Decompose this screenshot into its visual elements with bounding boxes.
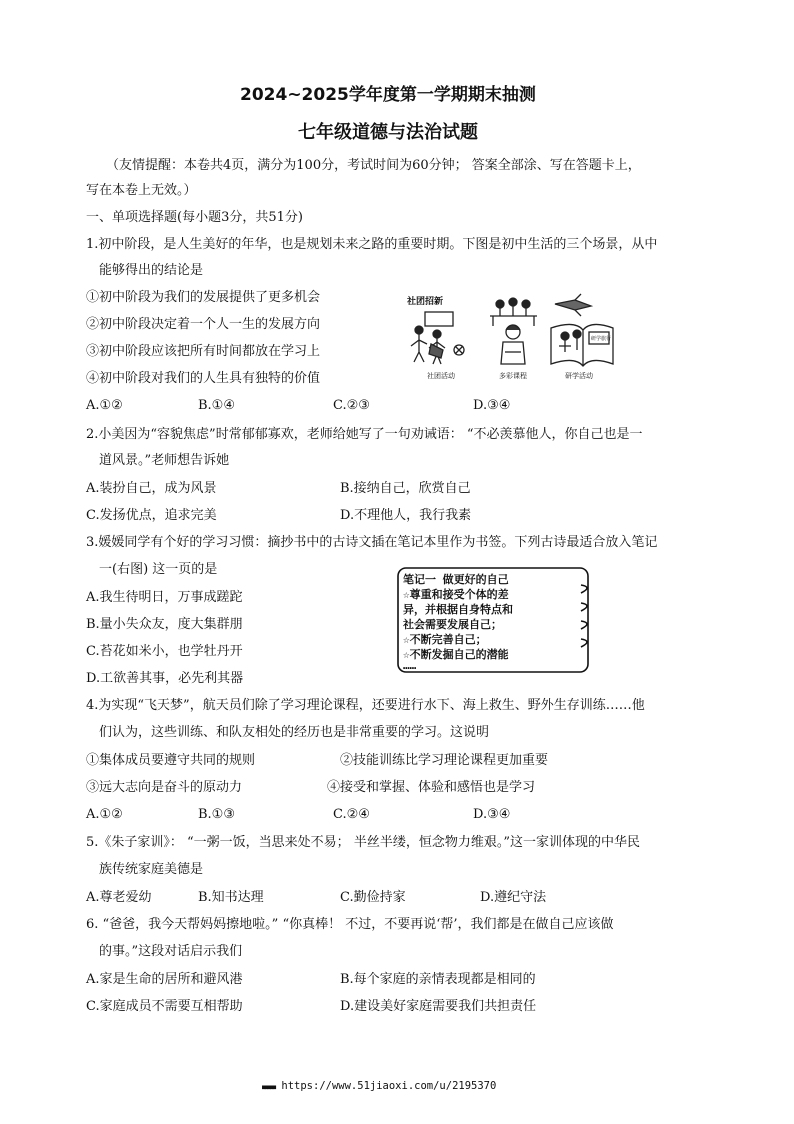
q3-stem-1: 3.媛媛同学有个好的学习习惯：摘抄书中的古诗文插在笔记本里作为书签。下列古诗最适合放入笔记 <box>86 535 658 550</box>
q1-statement-3: ③初中阶段应该把所有时间都放在学习上 <box>86 344 321 359</box>
q6-stem-1: 6. “爸爸，我今天帮妈妈擦地啦。” “你真棒！ 不过，不要再说‘帮’，我们都是在做自己应该做 <box>86 917 614 932</box>
note-line-1: 笔记一 做更好的自己 <box>403 573 509 586</box>
q5-stem-1: 5.《朱子家训》： “一粥一饭，当思来处不易； 半丝半缕，恒念物力维艰。”这一家训体现的中华民 <box>86 835 640 850</box>
fig-label-club: 社团活动 <box>427 372 455 380</box>
q2-stem-2: 道风景。”老师想告诉她 <box>99 453 230 468</box>
q6-stem-2: 的事。”这段对话启示我们 <box>99 944 243 959</box>
note-line-3: 异，并根据自身特点和 <box>403 603 513 616</box>
notice-line-2: 写在本卷上无效。） <box>86 183 197 198</box>
q4-stem-2: 们认为，这些训练、和队友相处的经历也是非常重要的学习。这说明 <box>99 725 490 740</box>
fig-label-courses: 多彩课程 <box>499 372 527 380</box>
footer <box>262 1080 496 1092</box>
note-line-6: ☆不断发掘自己的潜能 <box>403 648 509 661</box>
q2-option-d: D.不理他人，我行我素 <box>340 508 472 523</box>
q1-option-b: B.①④ <box>198 398 235 413</box>
q6-option-b: B.每个家庭的亲情表现都是相同的 <box>340 972 536 987</box>
q1-option-a: A.①② <box>86 398 123 413</box>
q3-option-d: D.工欲善其事，必先利其器 <box>86 671 244 686</box>
q1-statement-2: ②初中阶段决定着一个人一生的发展方向 <box>86 317 321 332</box>
note-line-2: ☆尊重和接受个体的差 <box>403 588 509 601</box>
q3-option-a: A.我生待明日，万事成蹉跎 <box>86 590 243 605</box>
fig-label-study-tour: 研学活动 <box>565 372 593 380</box>
q5-option-b: B.知书达理 <box>198 890 264 905</box>
note-line-7: …… <box>403 659 417 672</box>
q1-statement-4: ④初中阶段对我们的人生具有独特的价值 <box>86 371 321 386</box>
fig-badge: 研学旅行 <box>591 336 612 342</box>
footer-mark: ■■■■■ <box>262 1084 276 1091</box>
q1-statement-1: ①初中阶段为我们的发展提供了更多机会 <box>86 290 321 305</box>
exam-title: 2024~2025学年度第一学期期末抽测 <box>240 85 536 105</box>
q2-option-a: A.装扮自己，成为风景 <box>86 481 217 496</box>
note-line-5: ☆不断完善自己； <box>403 633 487 646</box>
q5-option-c: C.勤俭持家 <box>340 890 406 905</box>
campus-life-illustration <box>405 290 615 382</box>
exam-subtitle: 七年级道德与法治试题 <box>298 122 478 143</box>
q5-option-d: D.遵纪守法 <box>480 890 547 905</box>
q1-stem-1: 1.初中阶段，是人生美好的年华，也是规划未来之路的重要时期。下图是初中生活的三个场景，从中 <box>86 237 658 252</box>
notice-line-1: （友情提醒：本卷共4页，满分为100分，考试时间为60分钟； 答案全部涂、写在答题卡上， <box>106 158 641 173</box>
q6-option-d: D.建设美好家庭需要我们共担责任 <box>340 999 537 1014</box>
q4-statement-3: ③远大志向是奋斗的原动力 <box>86 780 243 795</box>
q4-statement-1: ①集体成员要遵守共同的规则 <box>86 753 256 768</box>
q4-statement-2: ②技能训练比学习理论课程更加重要 <box>340 753 549 768</box>
q2-option-c: C.发扬优点，追求完美 <box>86 508 217 523</box>
q4-statement-4: ④接受和掌握、体验和感悟也是学习 <box>327 780 536 795</box>
q3-option-c: C.苔花如米小，也学牡丹开 <box>86 644 243 659</box>
note-line-4: 社会需要发展自己； <box>403 618 502 631</box>
q4-option-c: C.②④ <box>333 807 370 822</box>
fig-title: 社团招新 <box>407 297 444 307</box>
notebook-illustration <box>395 565 595 675</box>
q4-option-d: D.③④ <box>473 807 511 822</box>
q3-stem-2: 一(右图) 这一页的是 <box>99 562 218 577</box>
q2-option-b: B.接纳自己，欣赏自己 <box>340 481 471 496</box>
q5-stem-2: 族传统家庭美德是 <box>99 862 204 877</box>
footer-url[interactable]: https://www.51jiaoxi.com/u/2195370 <box>281 1080 497 1092</box>
q1-option-c: C.②③ <box>333 398 370 413</box>
q6-option-a: A.家是生命的居所和避风港 <box>86 972 243 987</box>
q1-stem-2: 能够得出的结论是 <box>99 263 204 278</box>
section-heading: 一、单项选择题(每小题3分，共51分) <box>86 210 303 225</box>
q2-stem-1: 2.小美因为“容貌焦虑”时常郁郁寡欢，老师给她写了一句劝诫语： “不必羡慕他人，你自己也是一 <box>86 427 643 442</box>
q4-stem-1: 4.为实现“飞天梦”，航天员们除了学习理论课程，还要进行水下、海上救生、野外生存训练……他 <box>86 698 645 713</box>
q3-option-b: B.量小失众友，度大集群朋 <box>86 617 243 632</box>
q4-option-a: A.①② <box>86 807 123 822</box>
q1-option-d: D.③④ <box>473 398 511 413</box>
q6-option-c: C.家庭成员不需要互相帮助 <box>86 999 243 1014</box>
q4-option-b: B.①③ <box>198 807 235 822</box>
q5-option-a: A.尊老爱幼 <box>86 890 152 905</box>
